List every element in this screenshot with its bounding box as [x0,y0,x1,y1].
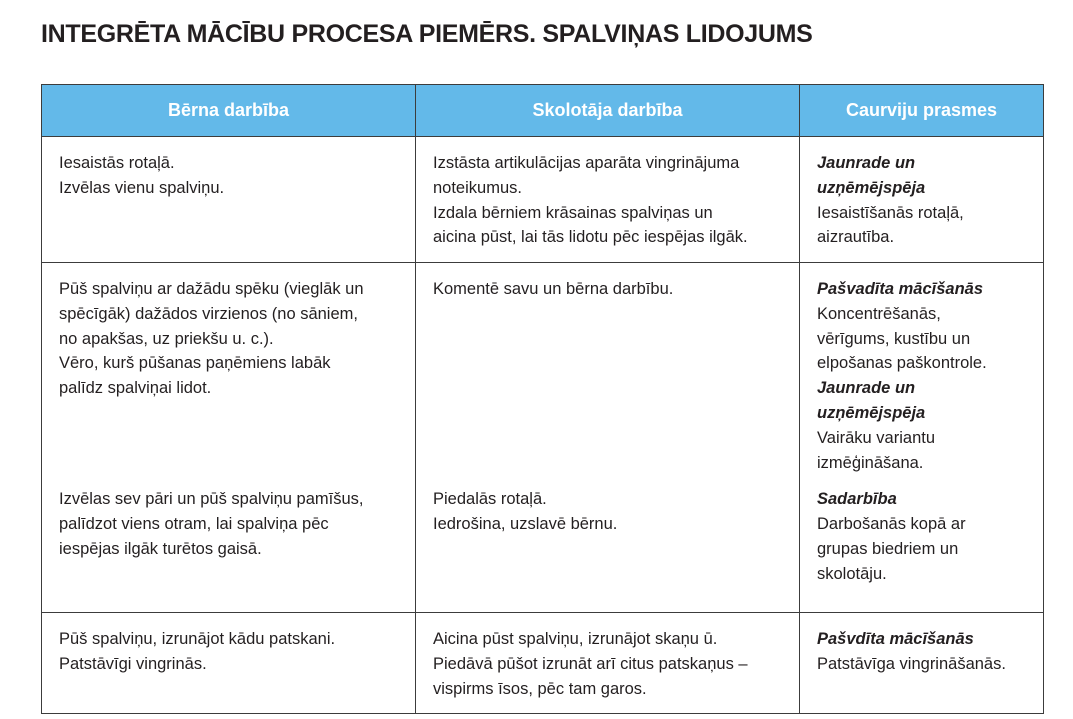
skill-description-line: Iesaistīšanās rotaļā, [817,203,964,222]
skill-description-line: aizrautība. [817,228,895,247]
cell-text-line: Patstāvīgi vingrinās. [59,655,207,674]
skills-cell [800,613,1044,714]
cell-text-line: vispirms īsos, pēc tam garos. [433,679,647,698]
cell-text-line: palīdz spalviņai lidot. [59,379,212,398]
cell-text-line: Izvēlas sev pāri un pūš spalviņu pamīšus, [59,490,364,509]
cell-text-line: Izstāsta artikulācijas aparāta vingrinājuma [433,154,740,172]
cell-text-line: Komentē savu un bērna darbību. [433,280,674,298]
child-activity-cell [42,613,416,714]
skill-description-line: vērīgums, kustību un [817,329,971,348]
table-row [42,263,1044,476]
page-title: INTEGRĒTA MĀCĪBU PROCESA PIEMĒRS. SPALVIŅAS LIDOJUMS [41,20,813,48]
cell-text-line: Piedalās rotaļā. [433,490,547,509]
skill-description-line: Patstāvīga vingrināšanās. [817,655,1006,674]
cell-text-line: palīdzot viens otram, lai spalviņa pēc [59,515,329,534]
column-header-child-activity: Bērna darbība [42,85,416,137]
skill-description-line: Vairāku variantu [817,428,936,447]
cell-text-line: Izdala bērniem krāsainas spalviņas un [433,203,713,222]
skill-description-line: Darbošanās kopā ar [817,515,966,534]
table-row [42,137,1044,263]
skill-description-line: elpošanas paškontrole. [817,354,987,373]
teacher-activity-cell [416,613,800,714]
skills-cell [800,137,1044,263]
child-activity-cell [42,263,416,476]
skill-description-line: skolotāju. [817,564,887,583]
cell-text-line: iespējas ilgāk turētos gaisā. [59,539,262,558]
cell-text-line: Vēro, kurš pūšanas paņēmiens labāk [59,354,331,373]
skill-title: Pašvdīta mācīšanās [817,630,974,649]
skills-cell [800,263,1044,476]
cell-text-line: Pūš spalviņu, izrunājot kādu patskani. [59,630,336,649]
teacher-activity-cell [416,263,800,476]
skill-title: Jaunrade un uzņēmējspēja [817,154,926,197]
skill-description-line: grupas biedriem un [817,539,959,558]
child-activity-cell [42,475,416,613]
teacher-activity-cell [416,475,800,613]
skill-description-line: Koncentrēšanās, [817,304,941,323]
cell-text-line: Iedrošina, uzslavē bērnu. [433,515,618,534]
cell-text-line: no apakšas, uz priekšu u. c.). [59,329,274,348]
skill-description-line: izmēģināšana. [817,453,924,472]
skill-title: Jaunrade un uzņēmējspēja [817,379,926,422]
skill-title: Sadarbība [817,490,897,509]
cell-text-line: Pūš spalviņu ar dažādu spēku (vieglāk un [59,280,364,298]
cell-text-line: Piedāvā pūšot izrunāt arī citus patskaņus – [433,655,748,674]
table-header-row [42,85,1044,137]
child-activity-cell [42,137,416,263]
teacher-activity-cell [416,137,800,263]
skill-title: Pašvadīta mācīšanās [817,280,984,298]
cell-text-line: Izvēlas vienu spalviņu. [59,178,225,197]
cell-text-line: aicina pūst, lai tās lidotu pēc iespējas ilgāk. [433,228,748,247]
cell-text-line: Aicina pūst spalviņu, izrunājot skaņu ū. [433,630,718,649]
skills-cell [800,475,1044,613]
cell-text-line: noteikumus. [433,178,522,197]
cell-text-line: Iesaistās rotaļā. [59,154,175,172]
table-row [42,475,1044,613]
table-row [42,613,1044,714]
activity-table [41,84,1044,714]
cell-text-line: spēcīgāk) dažādos virzienos (no sāniem, [59,304,358,323]
column-header-teacher-activity: Skolotāja darbība [416,85,800,137]
column-header-transversal-skills: Caurviju prasmes [800,85,1044,137]
